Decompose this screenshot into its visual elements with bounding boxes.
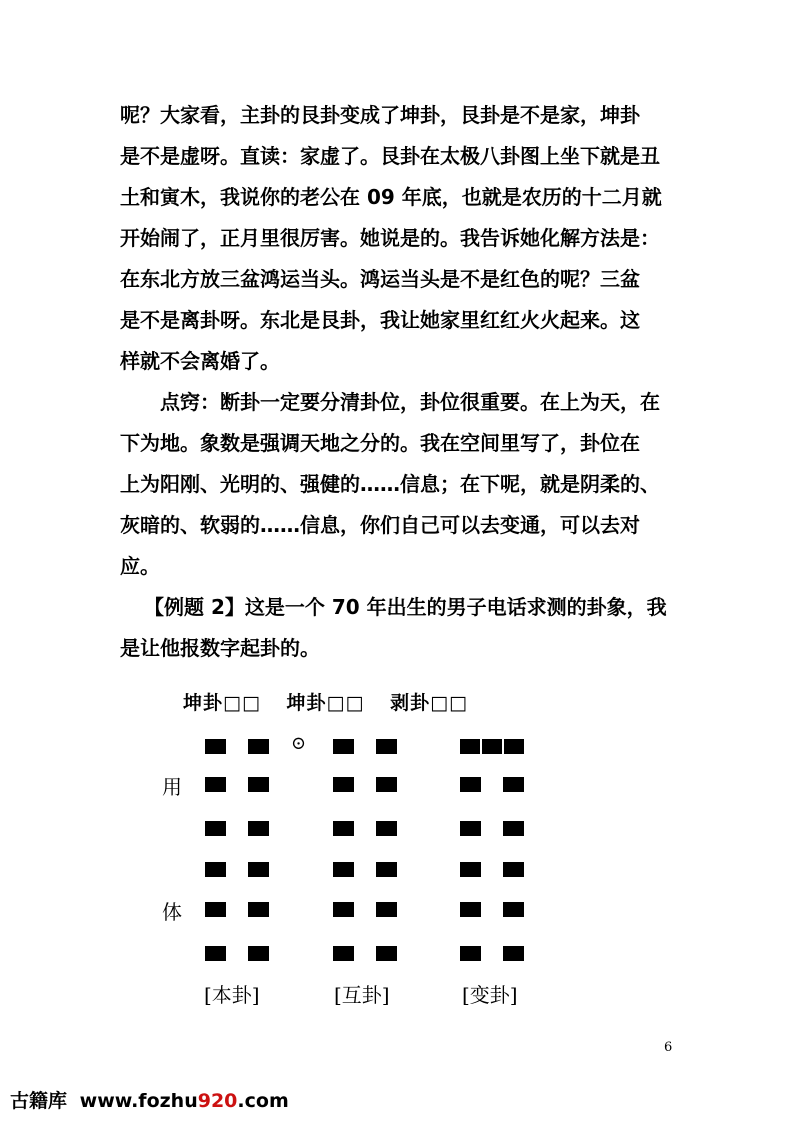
yao-line-yin <box>333 777 397 792</box>
text-line: 下为地。象数是强调天地之分的。我在空间里写了，卦位在 <box>120 431 640 455</box>
hexagram-label-bian: [变卦] <box>462 983 518 1007</box>
yao-broken-segment <box>205 821 226 836</box>
yao-broken-segment <box>503 777 524 792</box>
yao-broken-segment <box>333 777 354 792</box>
yao-broken-segment <box>503 946 524 961</box>
yao-broken-segment <box>333 821 354 836</box>
yao-broken-segment <box>205 946 226 961</box>
yao-broken-segment <box>205 902 226 917</box>
yao-broken-segment <box>460 946 481 961</box>
yao-line-yin <box>333 946 397 961</box>
yao-broken-segment <box>205 777 226 792</box>
yao-line-yin <box>205 902 269 917</box>
text-line: 呢？大家看，主卦的艮卦变成了坤卦，艮卦是不是家，坤卦 <box>120 103 640 127</box>
text-line: 开始闹了，正月里很厉害。她说是的。我告诉她化解方法是： <box>120 226 660 250</box>
paragraph-2 <box>120 382 680 587</box>
yao-broken-segment <box>376 821 397 836</box>
yao-broken-segment <box>248 739 269 754</box>
paragraph-1 <box>120 95 680 382</box>
ti-label: 体 <box>162 900 182 924</box>
gua-name-bian: 剥卦□□ <box>390 692 468 714</box>
yao-broken-segment <box>205 739 226 754</box>
text-line: 是让他报数字起卦的。 <box>120 636 320 660</box>
text-line: 在东北方放三盆鸿运当头。鸿运当头是不是红色的呢？三盆 <box>120 267 640 291</box>
yao-solid-segment <box>460 739 524 754</box>
yao-line-yin <box>333 902 397 917</box>
gua-names-header <box>183 688 486 715</box>
text-line: 点窍：断卦一定要分清卦位，卦位很重要。在上为天，在 <box>160 390 660 414</box>
yao-broken-segment <box>376 902 397 917</box>
yao-line-yin <box>205 946 269 961</box>
yao-line-yin <box>333 739 397 754</box>
yao-broken-segment <box>460 821 481 836</box>
site-url-prefix: www.fozhu <box>79 1090 198 1112</box>
yao-broken-segment <box>205 862 226 877</box>
moving-line-marker: ⊙ <box>291 733 307 754</box>
yao-broken-segment <box>248 821 269 836</box>
site-url-suffix: .com <box>237 1090 289 1112</box>
yao-line-yin <box>205 739 269 754</box>
yao-line-yin <box>205 821 269 836</box>
yao-broken-segment <box>376 946 397 961</box>
yao-broken-segment <box>503 821 524 836</box>
text-line: 是不是虚呀。直读：家虚了。艮卦在太极八卦图上坐下就是丑 <box>120 144 660 168</box>
yao-broken-segment <box>248 902 269 917</box>
yao-broken-segment <box>248 946 269 961</box>
site-name: 古籍库 <box>10 1090 68 1112</box>
text-line: 应。 <box>120 554 160 578</box>
text-line: 【例题 2】这是一个 70 年出生的男子电话求测的卦象，我 <box>144 595 667 619</box>
text-line: 灰暗的、软弱的……信息，你们自己可以去变通，可以去对 <box>120 513 640 537</box>
yao-line-yin <box>460 862 524 877</box>
yao-line-yin <box>333 862 397 877</box>
page-number: 6 <box>664 1040 673 1055</box>
yao-line-yin <box>460 946 524 961</box>
gua-name-hu: 坤卦□□ <box>286 692 365 714</box>
text-line: 上为阳刚、光明的、强健的……信息；在下呢，就是阴柔的、 <box>120 472 660 496</box>
yao-broken-segment <box>333 862 354 877</box>
yao-broken-segment <box>333 946 354 961</box>
yao-broken-segment <box>503 862 524 877</box>
yao-broken-segment <box>333 739 354 754</box>
yao-line-yin <box>205 862 269 877</box>
footer-watermark[interactable] <box>10 1086 289 1113</box>
gua-name-ben: 坤卦□□ <box>183 692 261 714</box>
yao-line-yin <box>333 821 397 836</box>
yao-broken-segment <box>460 777 481 792</box>
text-line: 土和寅木，我说你的老公在 09 年底，也就是农历的十二月就 <box>120 185 662 209</box>
yao-broken-segment <box>376 777 397 792</box>
yong-label: 用 <box>162 775 182 799</box>
yao-line-yang <box>460 739 524 754</box>
yao-broken-segment <box>503 902 524 917</box>
text-line: 是不是离卦呀。东北是艮卦，我让她家里红红火火起来。这 <box>120 308 640 332</box>
yao-line-yin <box>460 902 524 917</box>
yao-broken-segment <box>376 862 397 877</box>
text-line: 样就不会离婚了。 <box>120 349 280 373</box>
yao-broken-segment <box>248 777 269 792</box>
site-url-number: 920 <box>197 1090 238 1112</box>
paragraph-3 <box>120 587 680 669</box>
yao-broken-segment <box>376 739 397 754</box>
yao-broken-segment <box>333 902 354 917</box>
yao-broken-segment <box>248 862 269 877</box>
hexagram-label-hu: [互卦] <box>334 983 390 1007</box>
yao-line-yin <box>460 821 524 836</box>
yao-broken-segment <box>460 902 481 917</box>
hexagram-label-ben: [本卦] <box>204 983 260 1007</box>
yao-line-yin <box>460 777 524 792</box>
yao-line-yin <box>205 777 269 792</box>
yao-broken-segment <box>460 862 481 877</box>
